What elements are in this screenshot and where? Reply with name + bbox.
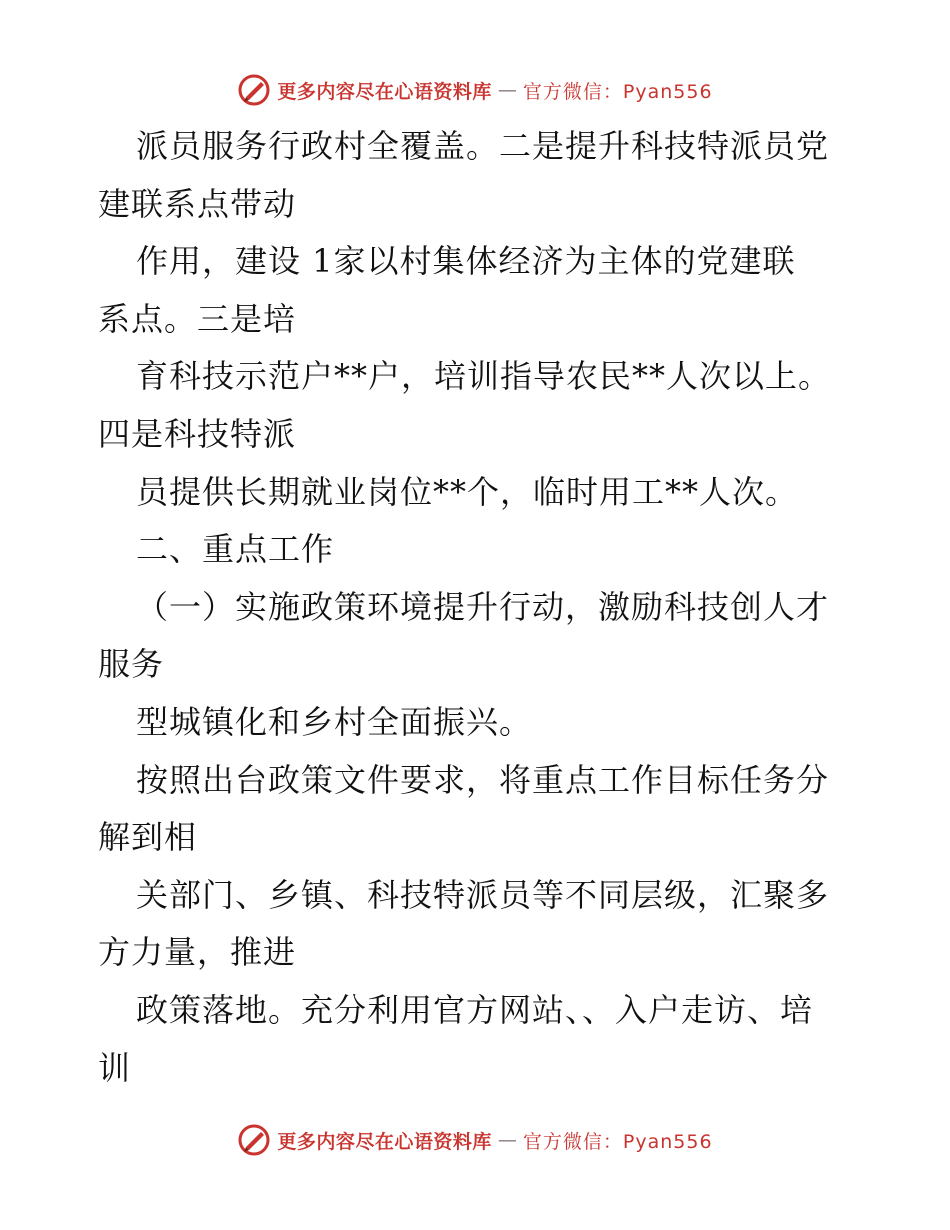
- text-line: 训: [98, 1048, 132, 1087]
- text-line: 建联系点带动: [98, 184, 297, 223]
- text-line: 四是科技特派: [98, 414, 297, 453]
- watermark-separator: —: [497, 1129, 517, 1151]
- text-line: 派员服务行政村全覆盖。二是提升科技特派员党: [136, 127, 830, 165]
- text-line: 解到相: [98, 818, 198, 857]
- text-line: 型城镇化和乡村全面振兴。: [136, 702, 533, 741]
- header-watermark: [0, 70, 950, 110]
- footer-watermark: [0, 1120, 950, 1160]
- text-line: 关部门、乡镇、科技特派员等不同层级，汇聚多: [136, 875, 830, 914]
- watermark-brand: 更多内容尽在心语资料库: [277, 80, 492, 103]
- text-line: 育科技示范户**户，培训指导农民**人次以上。: [136, 357, 832, 396]
- text-line: 按照出台政策文件要求，将重点工作目标任务分: [136, 760, 830, 799]
- text-line: 员提供长期就业岗位**个，临时用工**人次。: [136, 472, 799, 511]
- subsection-heading: （一）实施政策环境提升行动，激励科技创人才: [136, 587, 830, 626]
- quill-logo-icon: [237, 1123, 271, 1157]
- watermark-contact: 官方微信：Pyan556: [522, 80, 713, 103]
- watermark-brand: 更多内容尽在心语资料库: [277, 1130, 492, 1153]
- watermark-separator: —: [497, 79, 517, 101]
- text-line: 政策落地。充分利用官方网站、、入户走访、培: [136, 990, 814, 1029]
- document-body: [98, 118, 858, 1097]
- text-line: 系点。三是培: [98, 299, 297, 338]
- section-heading: 二、重点工作: [136, 530, 335, 569]
- text-line: 方力量，推进: [98, 933, 297, 972]
- quill-logo-icon: [237, 73, 271, 107]
- text-line: 作用，建设 1家以村集体经济为主体的党建联: [136, 242, 796, 281]
- watermark-contact: 官方微信：Pyan556: [522, 1130, 713, 1153]
- text-line: 服务: [98, 645, 165, 684]
